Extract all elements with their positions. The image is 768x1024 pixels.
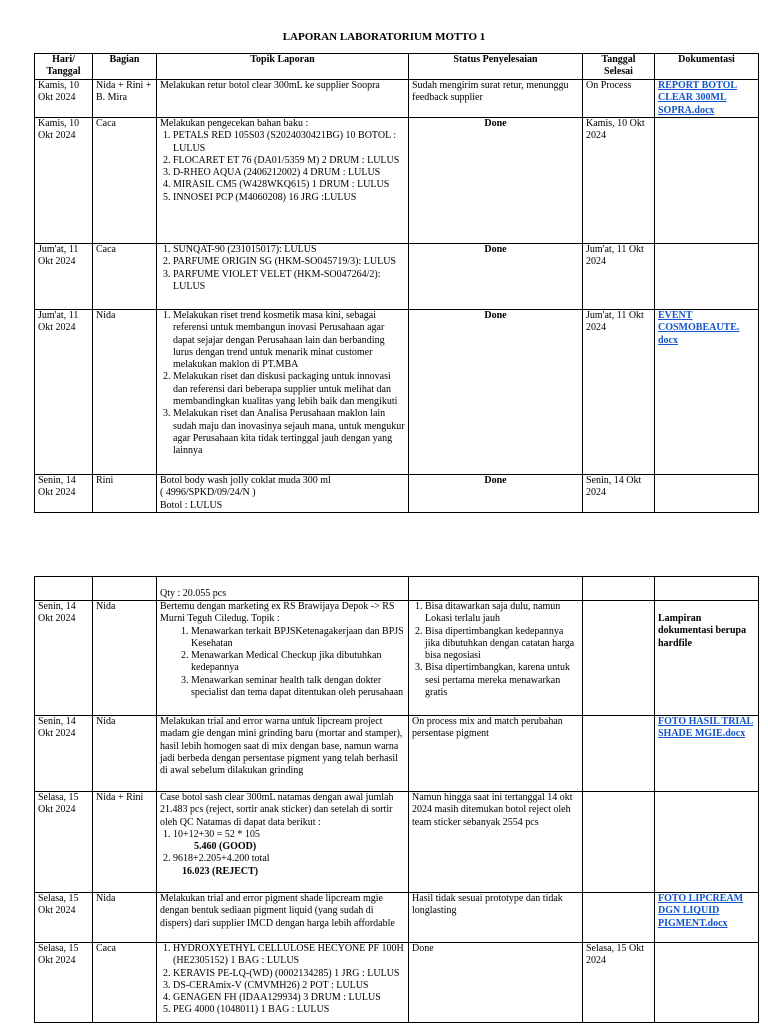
header-department: Bagian	[93, 54, 157, 80]
table-row	[35, 577, 759, 601]
list-item: 5. PEG 4000 (1048011) 1 BAG : LULUS	[173, 1004, 405, 1016]
list-item: 3. Bisa dipertimbangkan, karena untuk sesi pertama mereka menawarkan gratis	[425, 662, 579, 699]
cell-department: Nida	[93, 716, 157, 792]
cell-documentation	[655, 577, 759, 601]
cell-status: Sudah mengirim surat retur, menunggu feedback supplier	[409, 80, 583, 118]
list-item: 2. Melakukan riset dan diskusi packaging untuk innovasi dan referensi dari beberapa supplier untuk melihat dan membandingkan kualitas yang lebih baik dan mengikuti	[173, 371, 405, 408]
cell-department: Caca	[93, 118, 157, 244]
cell-topic	[157, 118, 409, 244]
doc-link[interactable]: FOTO LIPCREAM DGN LIQUID PIGMENT.docx	[658, 893, 744, 929]
cell-day: Jum'at, 11 Okt 2024	[35, 310, 93, 475]
cell-topic	[157, 244, 409, 310]
cell-department: Nida	[93, 893, 157, 943]
status-list	[412, 601, 579, 699]
report-table-page-2	[34, 576, 759, 1023]
cell-status: Done	[409, 943, 583, 1023]
cell-status	[409, 601, 583, 716]
list-item: 4. GENAGEN FH (IDAA129934) 3 DRUM : LULUS	[173, 992, 405, 1004]
calc-list	[160, 853, 405, 865]
cell-documentation	[655, 893, 759, 943]
list-item: 1. Bisa ditawarkan saja dulu, namun Lokasi terlalu jauh	[425, 601, 579, 626]
cell-day: Kamis, 10 Okt 2024	[35, 118, 93, 244]
cell-day: Kamis, 10 Okt 2024	[35, 80, 93, 118]
list-item: 2. PARFUME ORIGIN SG (HKM-SO045719/3): LULUS	[173, 256, 405, 268]
calc-line: 1. 10+12+30 = 52 * 105	[173, 829, 405, 841]
table-header-row	[35, 54, 759, 80]
cell-finish-date	[583, 716, 655, 792]
cell-status	[409, 577, 583, 601]
header-documentation: Dokumentasi	[655, 54, 759, 80]
topic-intro: Melakukan pengecekan bahan baku :	[160, 118, 309, 129]
list-item: 2. Menawarkan Medical Checkup jika dibutuhkan kedepannya	[191, 650, 405, 675]
table-row	[35, 716, 759, 792]
topic-intro: Bertemu dengan marketing ex RS Brawijaya Depok -> RS Murni Teguh Ciledug. Topik :	[160, 601, 395, 625]
table-row	[35, 601, 759, 716]
cell-documentation	[655, 475, 759, 513]
cell-status: Done	[409, 118, 583, 244]
cell-topic: Qty : 20.055 pcs	[157, 577, 409, 601]
cell-department: Caca	[93, 943, 157, 1023]
table-row	[35, 80, 759, 118]
cell-documentation: Lampiran dokumentasi berupa hardfile	[655, 601, 759, 716]
list-item: 1. Menawarkan terkait BPJSKetenagakerjaan dan BPJS Kesehatan	[191, 626, 405, 651]
doc-link[interactable]: REPORT BOTOL CLEAR 300ML SOPRA.docx	[658, 80, 738, 116]
calc-result-reject: 16.023 (REJECT)	[182, 865, 259, 877]
cell-finish-date: Kamis, 10 Okt 2024	[583, 118, 655, 244]
cell-day: Senin, 14 Okt 2024	[35, 475, 93, 513]
table-row	[35, 310, 759, 475]
topic-list	[160, 310, 405, 458]
header-status: Status Penyelesaian	[409, 54, 583, 80]
header-finish-date: Tanggal Selesai	[583, 54, 655, 80]
list-item: 3. Melakukan riset dan Analisa Perusahaan maklon lain sudah maju dan inovasinya sejauh mana, untuk mengukur agar Perusahaan kita tidak tertinggal jauh dengan yang lainnya	[173, 408, 405, 457]
cell-day: Selasa, 15 Okt 2024	[35, 943, 93, 1023]
cell-day: Selasa, 15 Okt 2024	[35, 893, 93, 943]
cell-department: Nida	[93, 310, 157, 475]
cell-department: Caca	[93, 244, 157, 310]
table-row	[35, 118, 759, 244]
page-title: LAPORAN LABORATORIUM MOTTO 1	[282, 31, 486, 43]
list-item: 5. INNOSEI PCP (M4060208) 16 JRG :LULUS	[173, 192, 405, 204]
cell-topic: Melakukan trial and error pigment shade lipcream mgie dengan bentuk sediaan pigment liquid (yang sudah di dispers) dari supplier IMCD dengan harga lebih affordable	[157, 893, 409, 943]
cell-documentation	[655, 716, 759, 792]
cell-topic	[157, 792, 409, 893]
list-item: 1. SUNQAT-90 (231015017): LULUS	[173, 244, 405, 256]
table-row	[35, 244, 759, 310]
cell-department	[93, 577, 157, 601]
topic-list	[160, 244, 405, 293]
cell-finish-date	[583, 893, 655, 943]
cell-topic	[157, 943, 409, 1023]
table-row	[35, 943, 759, 1023]
cell-department: Rini	[93, 475, 157, 513]
table-row	[35, 475, 759, 513]
topic-line: Botol body wash jolly coklat muda 300 ml	[160, 475, 331, 486]
cell-department: Nida	[93, 601, 157, 716]
doc-link[interactable]: FOTO HASIL TRIAL SHADE MGIE.docx	[658, 716, 754, 740]
table-row	[35, 893, 759, 943]
cell-finish-date	[583, 792, 655, 893]
cell-status: Namun hingga saat ini tertanggal 14 okt 2024 masih ditemukan botol reject oleh team sticker sebanyak 2554 pcs	[409, 792, 583, 893]
cell-finish-date	[583, 601, 655, 716]
list-item: 3. Menawarkan seminar health talk dengan dokter specialist dan tema dapat ditentukan oleh perusahaan	[191, 675, 405, 700]
list-item: 4. MIRASIL CM5 (W428WKQ615) 1 DRUM : LULUS	[173, 179, 405, 191]
cell-status: Done	[409, 310, 583, 475]
calc-list	[160, 829, 405, 841]
cell-documentation	[655, 310, 759, 475]
cell-documentation	[655, 792, 759, 893]
cell-topic	[157, 475, 409, 513]
cell-documentation	[655, 118, 759, 244]
cell-documentation	[655, 244, 759, 310]
cell-topic: Melakukan trial and error warna untuk lipcream project madam gie dengan mini grinding baru (mortar and stamper), hasil lebih homogen saat di mix dengan base, namun warna jadi berbeda dengan persentase pigment yang telah berhasil di awal sebelum dilakukan grinding	[157, 716, 409, 792]
cell-topic	[157, 310, 409, 475]
cell-department: Nida + Rini	[93, 792, 157, 893]
cell-documentation	[655, 80, 759, 118]
cell-department: Nida + Rini + B. Mira	[93, 80, 157, 118]
cell-topic: Melakukan retur botol clear 300mL ke supplier Soopra	[157, 80, 409, 118]
cell-finish-date: On Process	[583, 80, 655, 118]
cell-finish-date: Senin, 14 Okt 2024	[583, 475, 655, 513]
cell-finish-date: Jum'at, 11 Okt 2024	[583, 310, 655, 475]
cell-finish-date: Selasa, 15 Okt 2024	[583, 943, 655, 1023]
cell-day: Senin, 14 Okt 2024	[35, 601, 93, 716]
doc-link[interactable]: EVENT COSMOBEAUTE. docx	[658, 310, 740, 346]
list-item: 1. PETALS RED 105S03 (S2024030421BG) 10 BOTOL : LULUS	[173, 130, 405, 155]
calc-result-good: 5.460 (GOOD)	[194, 841, 257, 853]
list-item: 1. Melakukan riset trend kosmetik masa kini, sebagai referensi untuk membangun inovasi Perusahaan agar dapat sejajar dengan Perusahaan lain dan berbanding lurus dengan trend untuk menarik minat customer melakukan maklon di PT.MBA	[173, 310, 405, 371]
topic-list	[160, 626, 405, 700]
cell-status: Hasil tidak sesuai prototype dan tidak longlasting	[409, 893, 583, 943]
cell-finish-date: Jum'at, 11 Okt 2024	[583, 244, 655, 310]
list-item: 1. HYDROXYETHYL CELLULOSE HECYONE PF 100H (HE2305152) 1 BAG : LULUS	[173, 943, 405, 968]
calc-line: 2. 9618+2.205+4.200 total	[173, 853, 405, 865]
cell-status: On process mix and match perubahan persentase pigment	[409, 716, 583, 792]
list-item: 2. KERAVIS PE-LQ-(WD) (0002134285) 1 JRG : LULUS	[173, 968, 405, 980]
list-item: 2. FLOCARET ET 76 (DA01/5359 M) 2 DRUM : LULUS	[173, 155, 405, 167]
topic-list	[160, 130, 405, 204]
topic-list	[160, 943, 405, 1017]
topic-line: ( 4996/SPKD/09/24/N )	[160, 487, 256, 499]
cell-topic	[157, 601, 409, 716]
header-day: Hari/ Tanggal	[35, 54, 93, 80]
header-topic: Topik Laporan	[157, 54, 409, 80]
list-item: 3. PARFUME VIOLET VELET (HKM-SO047264/2): LULUS	[173, 269, 405, 294]
topic-line: Botol : LULUS	[160, 499, 223, 511]
cell-finish-date	[583, 577, 655, 601]
cell-day: Selasa, 15 Okt 2024	[35, 792, 93, 893]
cell-status: Done	[409, 244, 583, 310]
list-item: 3. D-RHEO AQUA (2406212002) 4 DRUM : LULUS	[173, 167, 405, 179]
cell-day: Senin, 14 Okt 2024	[35, 716, 93, 792]
table-row	[35, 792, 759, 893]
cell-documentation	[655, 943, 759, 1023]
list-item: 2. Bisa dipertimbangkan kedepannya jika dibutuhkan dengan catatan harga bisa negosiasi	[425, 626, 579, 663]
cell-status: Done	[409, 475, 583, 513]
report-table-page-1	[34, 53, 759, 513]
cell-day: Jum'at, 11 Okt 2024	[35, 244, 93, 310]
cell-day	[35, 577, 93, 601]
topic-intro: Case botol sash clear 300mL natamas dengan awal jumlah 21.483 pcs (reject, sortir anak sticker) dan setelah di sortir oleh QC Natamas di dapat data berikut :	[160, 792, 394, 828]
list-item: 3. DS-CERAmix-V (CMVMH26) 2 POT : LULUS	[173, 980, 405, 992]
